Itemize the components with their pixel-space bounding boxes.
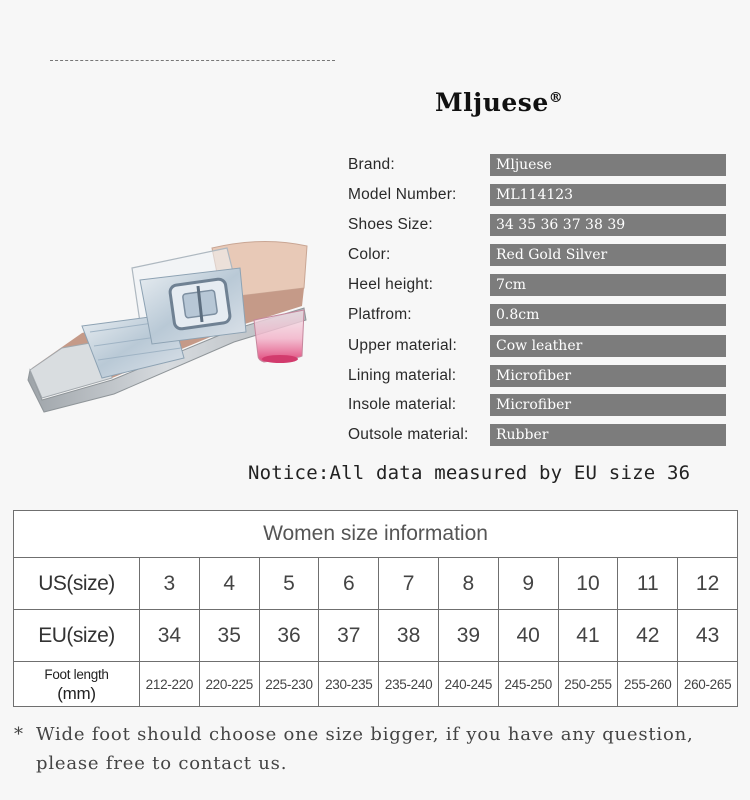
spec-label: Model Number:	[348, 186, 457, 203]
spec-row-platform	[348, 304, 728, 328]
decorative-dashed-line	[50, 60, 335, 61]
foot-length-cell: 240-245	[438, 662, 498, 707]
spec-row-insole-material	[348, 394, 728, 418]
us-size-cell: 3	[140, 558, 200, 610]
brand-logo	[435, 88, 563, 117]
eu-size-cell: 36	[259, 610, 319, 662]
size-table-title: Women size information	[14, 511, 738, 558]
table-row-foot-length	[14, 662, 738, 707]
spec-label: Insole material:	[348, 396, 457, 413]
us-size-cell: 9	[498, 558, 558, 610]
size-table	[13, 510, 738, 707]
brand-name: Mljuese	[435, 88, 549, 117]
eu-size-cell: 43	[678, 610, 738, 662]
spec-row-upper-material	[348, 335, 728, 359]
spec-row-brand	[348, 154, 728, 178]
us-size-cell: 5	[259, 558, 319, 610]
spec-row-outsole-material	[348, 424, 728, 448]
spec-value: Microfiber	[490, 394, 726, 416]
foot-length-cell: 235-240	[379, 662, 439, 707]
eu-size-cell: 40	[498, 610, 558, 662]
foot-length-cell: 260-265	[678, 662, 738, 707]
spec-row-color	[348, 244, 728, 268]
spec-label: Platfrom:	[348, 306, 412, 323]
eu-size-cell: 39	[438, 610, 498, 662]
spec-label: Color:	[348, 246, 391, 263]
spec-value: Cow leather	[490, 335, 726, 357]
footnote-asterisk: *	[14, 724, 24, 745]
us-size-cell: 6	[319, 558, 379, 610]
row-header-eu: EU(size)	[14, 610, 140, 662]
eu-size-cell: 37	[319, 610, 379, 662]
foot-length-cell: 230-235	[319, 662, 379, 707]
spec-value: Rubber	[490, 424, 726, 446]
us-size-cell: 11	[618, 558, 678, 610]
spec-value: Microfiber	[490, 365, 726, 387]
table-row-eu-size	[14, 610, 738, 662]
spec-value: 7cm	[490, 274, 726, 296]
row-header-us: US(size)	[14, 558, 140, 610]
measurement-notice: Notice:All data measured by EU size 36	[248, 462, 691, 484]
foot-length-cell: 220-225	[199, 662, 259, 707]
spec-value: ML114123	[490, 184, 726, 206]
foot-length-unit: (mm)	[57, 684, 96, 703]
foot-length-cell: 255-260	[618, 662, 678, 707]
spec-row-shoes-size	[348, 214, 728, 238]
spec-label: Brand:	[348, 156, 395, 173]
us-size-cell: 12	[678, 558, 738, 610]
foot-length-cell: 212-220	[140, 662, 200, 707]
spec-value: 0.8cm	[490, 304, 726, 326]
spec-label: Upper material:	[348, 337, 457, 354]
foot-length-cell: 245-250	[498, 662, 558, 707]
foot-length-cell: 225-230	[259, 662, 319, 707]
foot-length-label: Foot length	[44, 667, 109, 682]
eu-size-cell: 42	[618, 610, 678, 662]
spec-label: Heel height:	[348, 276, 434, 293]
spec-row-heel-height	[348, 274, 728, 298]
footnote-text: Wide foot should choose one size bigger, if you have any question, please free to contact us.	[36, 724, 694, 774]
eu-size-cell: 41	[558, 610, 618, 662]
eu-size-cell: 35	[199, 610, 259, 662]
us-size-cell: 10	[558, 558, 618, 610]
us-size-cell: 7	[379, 558, 439, 610]
spec-value: Mljuese	[490, 154, 726, 176]
foot-length-cell: 250-255	[558, 662, 618, 707]
spec-row-lining-material	[348, 365, 728, 389]
spec-label: Shoes Size:	[348, 216, 433, 233]
spec-label: Outsole material:	[348, 426, 469, 443]
eu-size-cell: 38	[379, 610, 439, 662]
row-header-foot-length	[14, 662, 140, 707]
size-advice-note	[14, 720, 744, 778]
spec-row-model-number	[348, 184, 728, 208]
spec-value: Red Gold Silver	[490, 244, 726, 266]
table-row-us-size	[14, 558, 738, 610]
us-size-cell: 8	[438, 558, 498, 610]
spec-label: Lining material:	[348, 367, 457, 384]
us-size-cell: 4	[199, 558, 259, 610]
eu-size-cell: 34	[140, 610, 200, 662]
product-image	[22, 228, 322, 438]
spec-value: 34 35 36 37 38 39	[490, 214, 726, 236]
registered-mark: ®	[548, 90, 564, 106]
